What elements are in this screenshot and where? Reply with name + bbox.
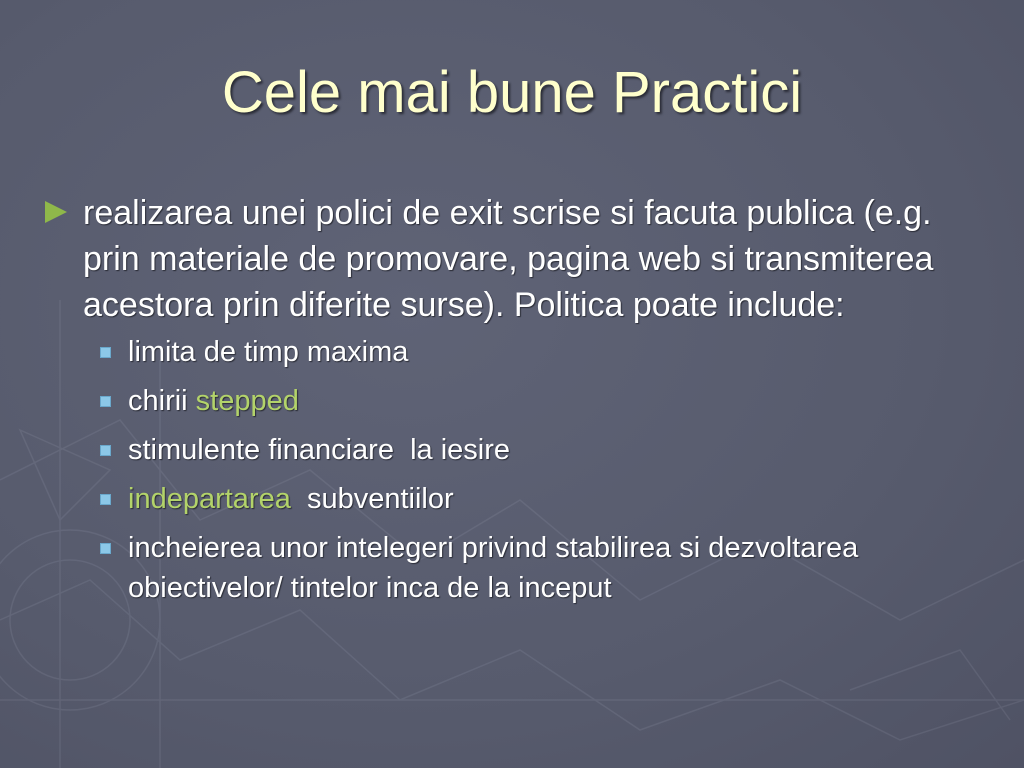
sub-bullet-highlight: stepped [195,385,299,417]
triangle-right-icon [45,201,67,223]
square-bullet-icon [100,543,111,554]
sub-bullet-item [98,332,992,372]
sub-bullet-item [98,528,992,608]
main-bullet-text: realizarea unei polici de exit scrise si facuta publica (e.g. prin materiale de promovare, pagina web si transmiterea acestora prin diferite surse). Politica poate include: [83,194,934,324]
sub-bullet-text: subventiilor [290,483,454,515]
sub-bullet-item [98,479,992,519]
square-bullet-icon [100,396,111,407]
sub-bullet-text: stimulente financiare la iesire [128,434,511,466]
square-bullet-icon [100,494,111,505]
slide-content [42,190,992,617]
sub-bullet-highlight: indepartarea [128,483,291,515]
sub-bullet-text: chirii [128,385,196,417]
sub-bullet-item [98,430,992,470]
sub-bullet-text: limita de timp maxima [128,336,409,368]
slide-title: Cele mai bune Practici [221,60,803,125]
square-bullet-icon [100,445,111,456]
square-bullet-icon [100,347,111,358]
sub-bullet-text: incheierea unor intelegeri privind stabilirea si dezvoltarea obiectivelor/ tintelor inca de la inceput [128,532,859,604]
main-bullet [42,190,992,328]
sub-bullet-list [42,332,992,608]
sub-bullet-item [98,381,992,421]
